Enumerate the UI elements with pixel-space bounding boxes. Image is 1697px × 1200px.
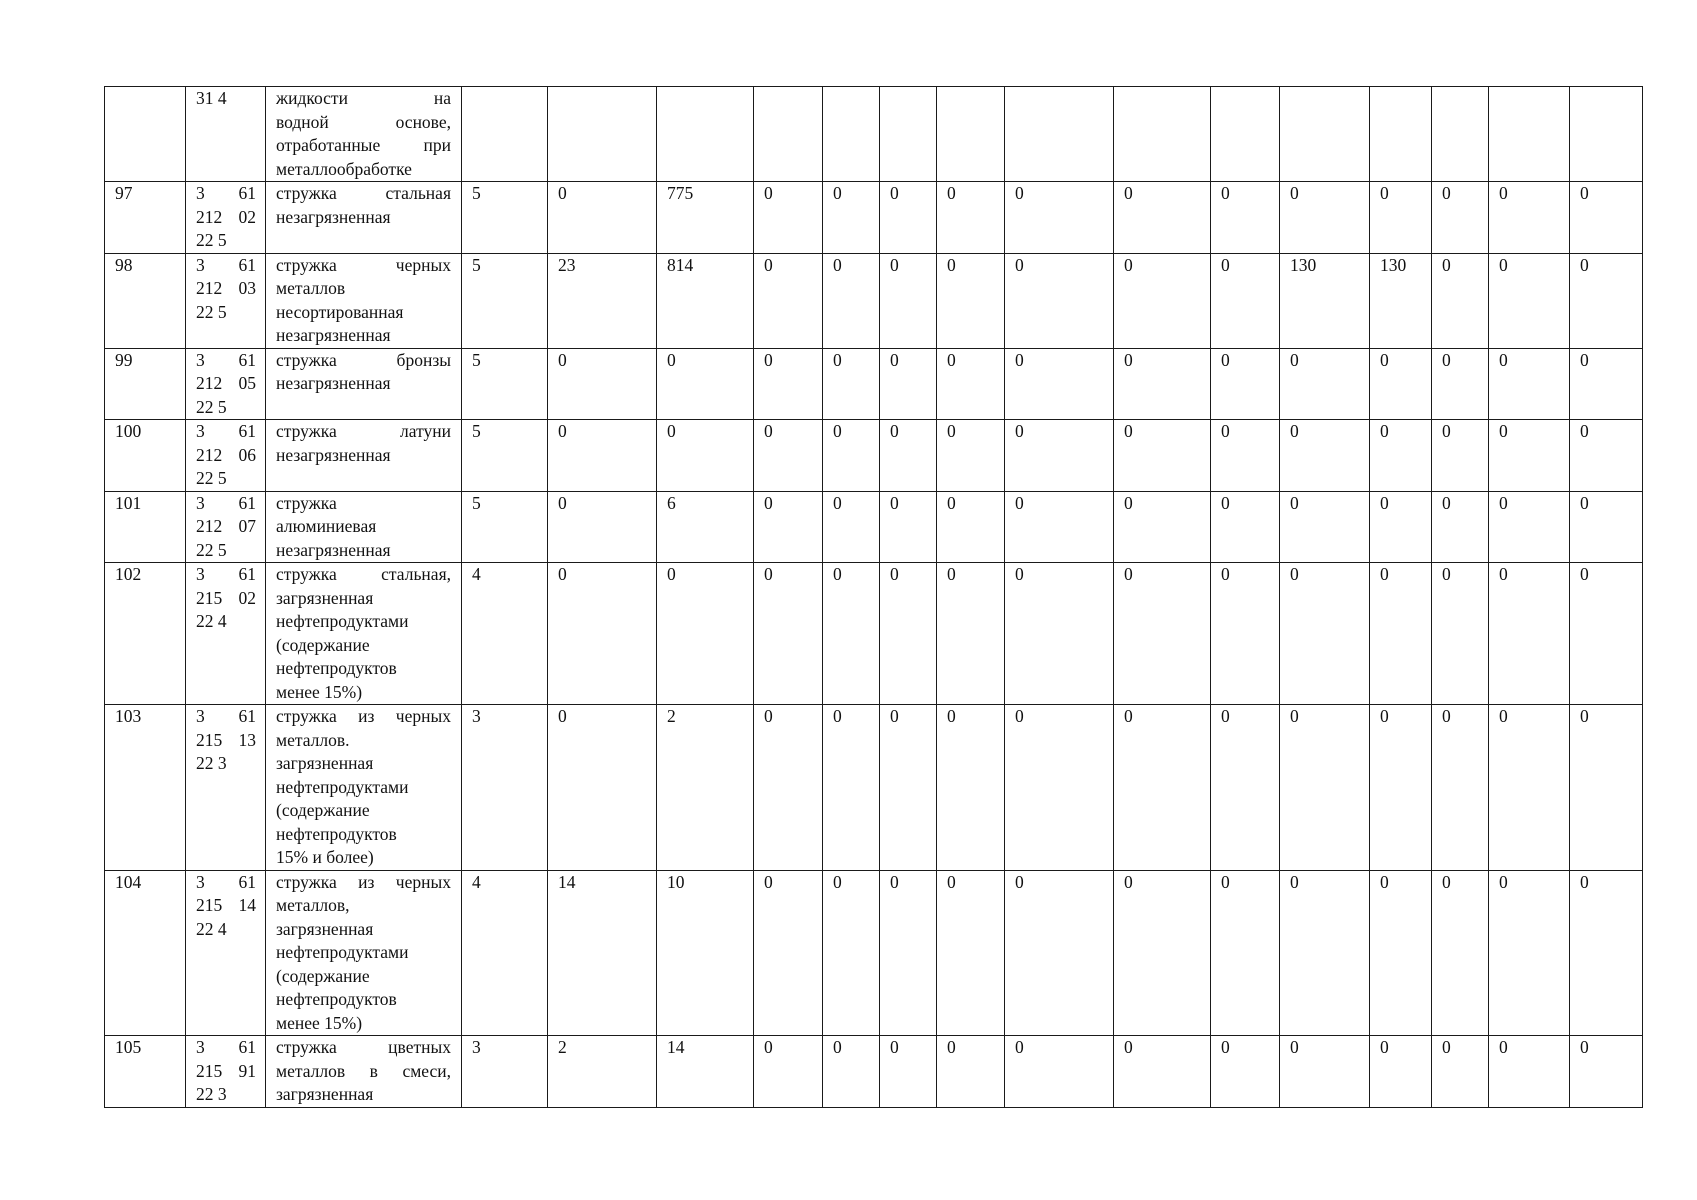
row-number-cell: 97 <box>105 182 186 254</box>
value-cell: 0 <box>880 253 937 348</box>
value-cell: 0 <box>754 563 823 705</box>
waste-code-cell <box>186 182 266 254</box>
value-cell: 6 <box>657 491 754 563</box>
value-cell: 0 <box>1489 1036 1570 1108</box>
waste-code-line: 22 5 <box>196 468 227 488</box>
value-cell: 0 <box>657 420 754 492</box>
value-cell: 0 <box>1005 563 1114 705</box>
waste-name-line: водной основе, <box>276 111 451 132</box>
value-cell: 0 <box>1114 348 1211 420</box>
waste-code-line: 3 61 <box>196 706 256 726</box>
waste-code-cell <box>186 705 266 871</box>
value-cell: 0 <box>754 705 823 871</box>
value-cell: 0 <box>1114 491 1211 563</box>
waste-code-line: 3 61 <box>196 564 256 584</box>
table-row <box>105 87 1643 182</box>
value-cell: 0 <box>1005 182 1114 254</box>
waste-name-cell <box>266 87 462 182</box>
value-cell: 0 <box>1432 348 1489 420</box>
value-cell: 0 <box>1005 705 1114 871</box>
value-cell: 0 <box>823 705 880 871</box>
waste-name-line: стружка из черных <box>276 706 451 726</box>
value-cell: 0 <box>1114 870 1211 1036</box>
value-cell: 0 <box>1489 563 1570 705</box>
waste-code-cell <box>186 253 266 348</box>
waste-code-cell <box>186 563 266 705</box>
value-cell <box>657 87 754 182</box>
value-cell: 0 <box>1280 705 1370 871</box>
value-cell: 0 <box>1570 870 1643 1036</box>
value-cell: 5 <box>462 420 548 492</box>
waste-name-line: нефтепродуктов <box>276 658 397 678</box>
value-cell: 2 <box>548 1036 657 1108</box>
waste-name-line: металлообработке <box>276 158 412 179</box>
value-cell: 0 <box>1211 491 1280 563</box>
value-cell: 0 <box>754 870 823 1036</box>
row-number-cell: 101 <box>105 491 186 563</box>
row-number-cell: 105 <box>105 1036 186 1108</box>
value-cell: 0 <box>1370 705 1432 871</box>
value-cell: 0 <box>880 870 937 1036</box>
waste-name-line: стружка черных <box>276 254 451 275</box>
waste-code-cell <box>186 348 266 420</box>
value-cell: 5 <box>462 253 548 348</box>
value-cell: 0 <box>1370 563 1432 705</box>
value-cell: 0 <box>1370 491 1432 563</box>
waste-name-cell <box>266 348 462 420</box>
waste-name-line: менее 15%) <box>276 681 363 702</box>
waste-name-line: незагрязненная <box>276 444 391 465</box>
value-cell: 0 <box>1114 563 1211 705</box>
value-cell: 0 <box>548 563 657 705</box>
value-cell: 0 <box>1211 253 1280 348</box>
waste-code-line: 3 61 <box>196 871 256 892</box>
value-cell: 0 <box>1280 182 1370 254</box>
value-cell: 0 <box>880 1036 937 1108</box>
value-cell: 0 <box>1570 491 1643 563</box>
waste-name-line: стружка цветных <box>276 1037 451 1057</box>
value-cell: 0 <box>1211 705 1280 871</box>
value-cell: 0 <box>548 420 657 492</box>
waste-name-line: нефтепродуктами <box>276 942 409 962</box>
value-cell: 5 <box>462 348 548 420</box>
value-cell: 0 <box>880 182 937 254</box>
waste-code-line: 22 3 <box>196 1084 227 1104</box>
value-cell: 0 <box>1005 253 1114 348</box>
value-cell: 0 <box>1432 420 1489 492</box>
value-cell: 23 <box>548 253 657 348</box>
value-cell: 0 <box>1005 870 1114 1036</box>
waste-name-line: загрязненная <box>276 1084 374 1104</box>
value-cell: 0 <box>1114 420 1211 492</box>
waste-code-line: 215 02 <box>196 587 256 608</box>
waste-code-line: 3 61 <box>196 254 256 275</box>
waste-name-line: жидкости на <box>276 88 451 108</box>
waste-name-line: стружка бронзы <box>276 349 451 370</box>
value-cell <box>1432 87 1489 182</box>
value-cell: 0 <box>1570 563 1643 705</box>
value-cell: 0 <box>937 348 1005 420</box>
row-number-cell: 103 <box>105 705 186 871</box>
waste-name-line: стружка <box>276 492 337 513</box>
value-cell <box>1370 87 1432 182</box>
value-cell: 0 <box>754 253 823 348</box>
value-cell: 0 <box>657 563 754 705</box>
waste-name-line: незагрязненная <box>276 206 391 227</box>
value-cell: 0 <box>1432 705 1489 871</box>
value-cell: 0 <box>1370 1036 1432 1108</box>
value-cell: 5 <box>462 182 548 254</box>
value-cell <box>1211 87 1280 182</box>
waste-name-line: незагрязненная <box>276 539 391 560</box>
value-cell: 0 <box>1570 1036 1643 1108</box>
value-cell <box>880 87 937 182</box>
value-cell: 0 <box>937 253 1005 348</box>
value-cell: 0 <box>1280 1036 1370 1108</box>
value-cell: 0 <box>1370 182 1432 254</box>
waste-code-line: 3 61 <box>196 492 256 513</box>
row-number-cell: 98 <box>105 253 186 348</box>
value-cell: 0 <box>1370 420 1432 492</box>
waste-name-cell <box>266 870 462 1036</box>
waste-name-cell <box>266 705 462 871</box>
waste-code-cell <box>186 420 266 492</box>
value-cell: 0 <box>1211 420 1280 492</box>
waste-code-line: 215 13 <box>196 729 256 750</box>
value-cell: 0 <box>1114 182 1211 254</box>
row-number-cell: 99 <box>105 348 186 420</box>
waste-name-cell <box>266 253 462 348</box>
value-cell: 3 <box>462 1036 548 1108</box>
waste-name-cell <box>266 491 462 563</box>
waste-name-cell <box>266 1036 462 1108</box>
value-cell: 0 <box>754 348 823 420</box>
value-cell: 0 <box>548 491 657 563</box>
value-cell: 14 <box>657 1036 754 1108</box>
waste-name-line: незагрязненная <box>276 325 391 345</box>
waste-name-line: загрязненная <box>276 753 374 773</box>
waste-name-line: металлов. <box>276 729 350 750</box>
value-cell: 0 <box>880 420 937 492</box>
value-cell: 0 <box>937 563 1005 705</box>
value-cell: 0 <box>823 870 880 1036</box>
value-cell: 0 <box>937 1036 1005 1108</box>
waste-name-line: (содержание <box>276 800 370 820</box>
value-cell: 0 <box>1114 705 1211 871</box>
waste-code-line: 22 5 <box>196 301 227 322</box>
waste-code-cell <box>186 1036 266 1108</box>
waste-data-table <box>104 86 1643 1108</box>
value-cell: 0 <box>880 491 937 563</box>
value-cell: 0 <box>1432 870 1489 1036</box>
value-cell: 0 <box>754 420 823 492</box>
waste-code-line: 22 4 <box>196 611 227 631</box>
value-cell: 0 <box>1280 420 1370 492</box>
value-cell: 0 <box>823 420 880 492</box>
table-row <box>105 1036 1643 1108</box>
value-cell: 0 <box>1489 491 1570 563</box>
value-cell: 0 <box>1570 348 1643 420</box>
waste-code-line: 3 61 <box>196 421 256 441</box>
row-number-cell: 104 <box>105 870 186 1036</box>
waste-name-line: нефтепродуктов <box>276 823 397 844</box>
value-cell: 0 <box>880 563 937 705</box>
waste-code-line: 212 02 <box>196 206 256 227</box>
value-cell: 0 <box>1570 182 1643 254</box>
waste-name-line: 15% и более) <box>276 847 374 867</box>
waste-code-cell <box>186 491 266 563</box>
value-cell: 814 <box>657 253 754 348</box>
waste-code-line: 212 06 <box>196 444 256 465</box>
value-cell: 0 <box>1114 1036 1211 1108</box>
value-cell: 775 <box>657 182 754 254</box>
value-cell: 0 <box>1570 253 1643 348</box>
waste-name-line: стружка из черных <box>276 871 451 892</box>
waste-name-line: менее 15%) <box>276 1012 363 1033</box>
waste-name-line: незагрязненная <box>276 373 391 393</box>
value-cell: 0 <box>1489 348 1570 420</box>
waste-name-line: нефтепродуктами <box>276 611 409 631</box>
table-row <box>105 182 1643 254</box>
table-row <box>105 491 1643 563</box>
value-cell: 0 <box>1489 705 1570 871</box>
waste-code-line: 22 5 <box>196 539 227 560</box>
waste-name-line: несортированная <box>276 301 404 322</box>
value-cell: 0 <box>548 705 657 871</box>
value-cell: 0 <box>1211 348 1280 420</box>
waste-name-line: (содержание <box>276 965 370 986</box>
waste-name-line: отработанные при <box>276 135 451 155</box>
value-cell: 0 <box>937 491 1005 563</box>
value-cell: 0 <box>1370 870 1432 1036</box>
value-cell: 0 <box>1432 491 1489 563</box>
table-row <box>105 705 1643 871</box>
waste-name-line: стружка латуни <box>276 421 451 441</box>
waste-code-line: 22 5 <box>196 396 227 417</box>
waste-name-line: загрязненная <box>276 587 374 608</box>
value-cell: 130 <box>1370 253 1432 348</box>
value-cell <box>1489 87 1570 182</box>
value-cell: 0 <box>1432 1036 1489 1108</box>
table-row <box>105 870 1643 1036</box>
value-cell <box>823 87 880 182</box>
waste-name-line: нефтепродуктами <box>276 776 409 797</box>
value-cell <box>937 87 1005 182</box>
waste-code-line: 212 07 <box>196 516 256 536</box>
value-cell: 0 <box>1570 420 1643 492</box>
value-cell: 130 <box>1280 253 1370 348</box>
value-cell <box>548 87 657 182</box>
waste-name-line: металлов <box>276 278 346 298</box>
value-cell: 0 <box>1489 420 1570 492</box>
table-row <box>105 420 1643 492</box>
value-cell: 0 <box>1211 563 1280 705</box>
value-cell: 0 <box>937 420 1005 492</box>
value-cell: 0 <box>1280 491 1370 563</box>
value-cell <box>462 87 548 182</box>
value-cell <box>1280 87 1370 182</box>
waste-code-line: 3 61 <box>196 1037 256 1057</box>
value-cell: 0 <box>1211 182 1280 254</box>
value-cell: 4 <box>462 563 548 705</box>
waste-code-line: 3 61 <box>196 183 256 203</box>
waste-code-line: 215 14 <box>196 895 256 915</box>
value-cell: 0 <box>823 563 880 705</box>
value-cell: 0 <box>823 491 880 563</box>
waste-name-line: металлов, <box>276 895 350 915</box>
waste-code-line: 212 05 <box>196 373 256 393</box>
value-cell: 0 <box>1005 1036 1114 1108</box>
waste-name-cell <box>266 563 462 705</box>
value-cell: 0 <box>937 182 1005 254</box>
value-cell <box>1005 87 1114 182</box>
waste-code-line: 31 4 <box>196 88 227 108</box>
value-cell: 3 <box>462 705 548 871</box>
value-cell: 4 <box>462 870 548 1036</box>
value-cell: 0 <box>1280 870 1370 1036</box>
value-cell: 0 <box>1489 253 1570 348</box>
waste-name-line: металлов в смеси, <box>276 1060 451 1081</box>
value-cell: 0 <box>1114 253 1211 348</box>
waste-name-line: стружка стальная <box>276 183 451 203</box>
table-row <box>105 253 1643 348</box>
value-cell: 0 <box>754 491 823 563</box>
row-number-cell: 102 <box>105 563 186 705</box>
row-number-cell <box>105 87 186 182</box>
value-cell: 0 <box>880 705 937 871</box>
waste-name-line: (содержание <box>276 634 370 655</box>
value-cell: 2 <box>657 705 754 871</box>
waste-name-line: загрязненная <box>276 918 374 939</box>
value-cell <box>1570 87 1643 182</box>
value-cell: 10 <box>657 870 754 1036</box>
waste-name-line: стружка стальная, <box>276 564 451 584</box>
value-cell: 0 <box>1005 348 1114 420</box>
value-cell: 0 <box>823 182 880 254</box>
value-cell: 0 <box>1432 182 1489 254</box>
waste-code-line: 215 91 <box>196 1060 256 1081</box>
value-cell: 0 <box>1211 1036 1280 1108</box>
value-cell: 5 <box>462 491 548 563</box>
value-cell: 0 <box>823 348 880 420</box>
value-cell: 0 <box>880 348 937 420</box>
table-body <box>105 87 1643 1108</box>
waste-code-cell <box>186 87 266 182</box>
value-cell: 0 <box>1489 182 1570 254</box>
value-cell: 0 <box>1005 420 1114 492</box>
value-cell: 0 <box>1432 563 1489 705</box>
value-cell: 14 <box>548 870 657 1036</box>
waste-name-cell <box>266 182 462 254</box>
value-cell: 0 <box>1280 348 1370 420</box>
value-cell: 0 <box>548 182 657 254</box>
value-cell: 0 <box>1280 563 1370 705</box>
value-cell: 0 <box>754 182 823 254</box>
value-cell: 0 <box>823 253 880 348</box>
value-cell: 0 <box>754 1036 823 1108</box>
value-cell: 0 <box>937 870 1005 1036</box>
value-cell: 0 <box>823 1036 880 1108</box>
value-cell: 0 <box>1570 705 1643 871</box>
value-cell <box>1114 87 1211 182</box>
value-cell: 0 <box>1211 870 1280 1036</box>
table-row <box>105 563 1643 705</box>
value-cell: 0 <box>657 348 754 420</box>
value-cell: 0 <box>1489 870 1570 1036</box>
waste-code-line: 22 3 <box>196 753 227 773</box>
waste-name-line: алюминиевая <box>276 516 377 536</box>
value-cell: 0 <box>1005 491 1114 563</box>
waste-code-line: 22 5 <box>196 230 227 250</box>
waste-code-cell <box>186 870 266 1036</box>
row-number-cell: 100 <box>105 420 186 492</box>
value-cell <box>754 87 823 182</box>
value-cell: 0 <box>548 348 657 420</box>
value-cell: 0 <box>1432 253 1489 348</box>
table-row <box>105 348 1643 420</box>
waste-name-line: нефтепродуктов <box>276 989 397 1009</box>
value-cell: 0 <box>1370 348 1432 420</box>
waste-code-line: 3 61 <box>196 349 256 370</box>
value-cell: 0 <box>937 705 1005 871</box>
waste-code-line: 212 03 <box>196 278 256 298</box>
waste-code-line: 22 4 <box>196 918 227 939</box>
waste-name-cell <box>266 420 462 492</box>
